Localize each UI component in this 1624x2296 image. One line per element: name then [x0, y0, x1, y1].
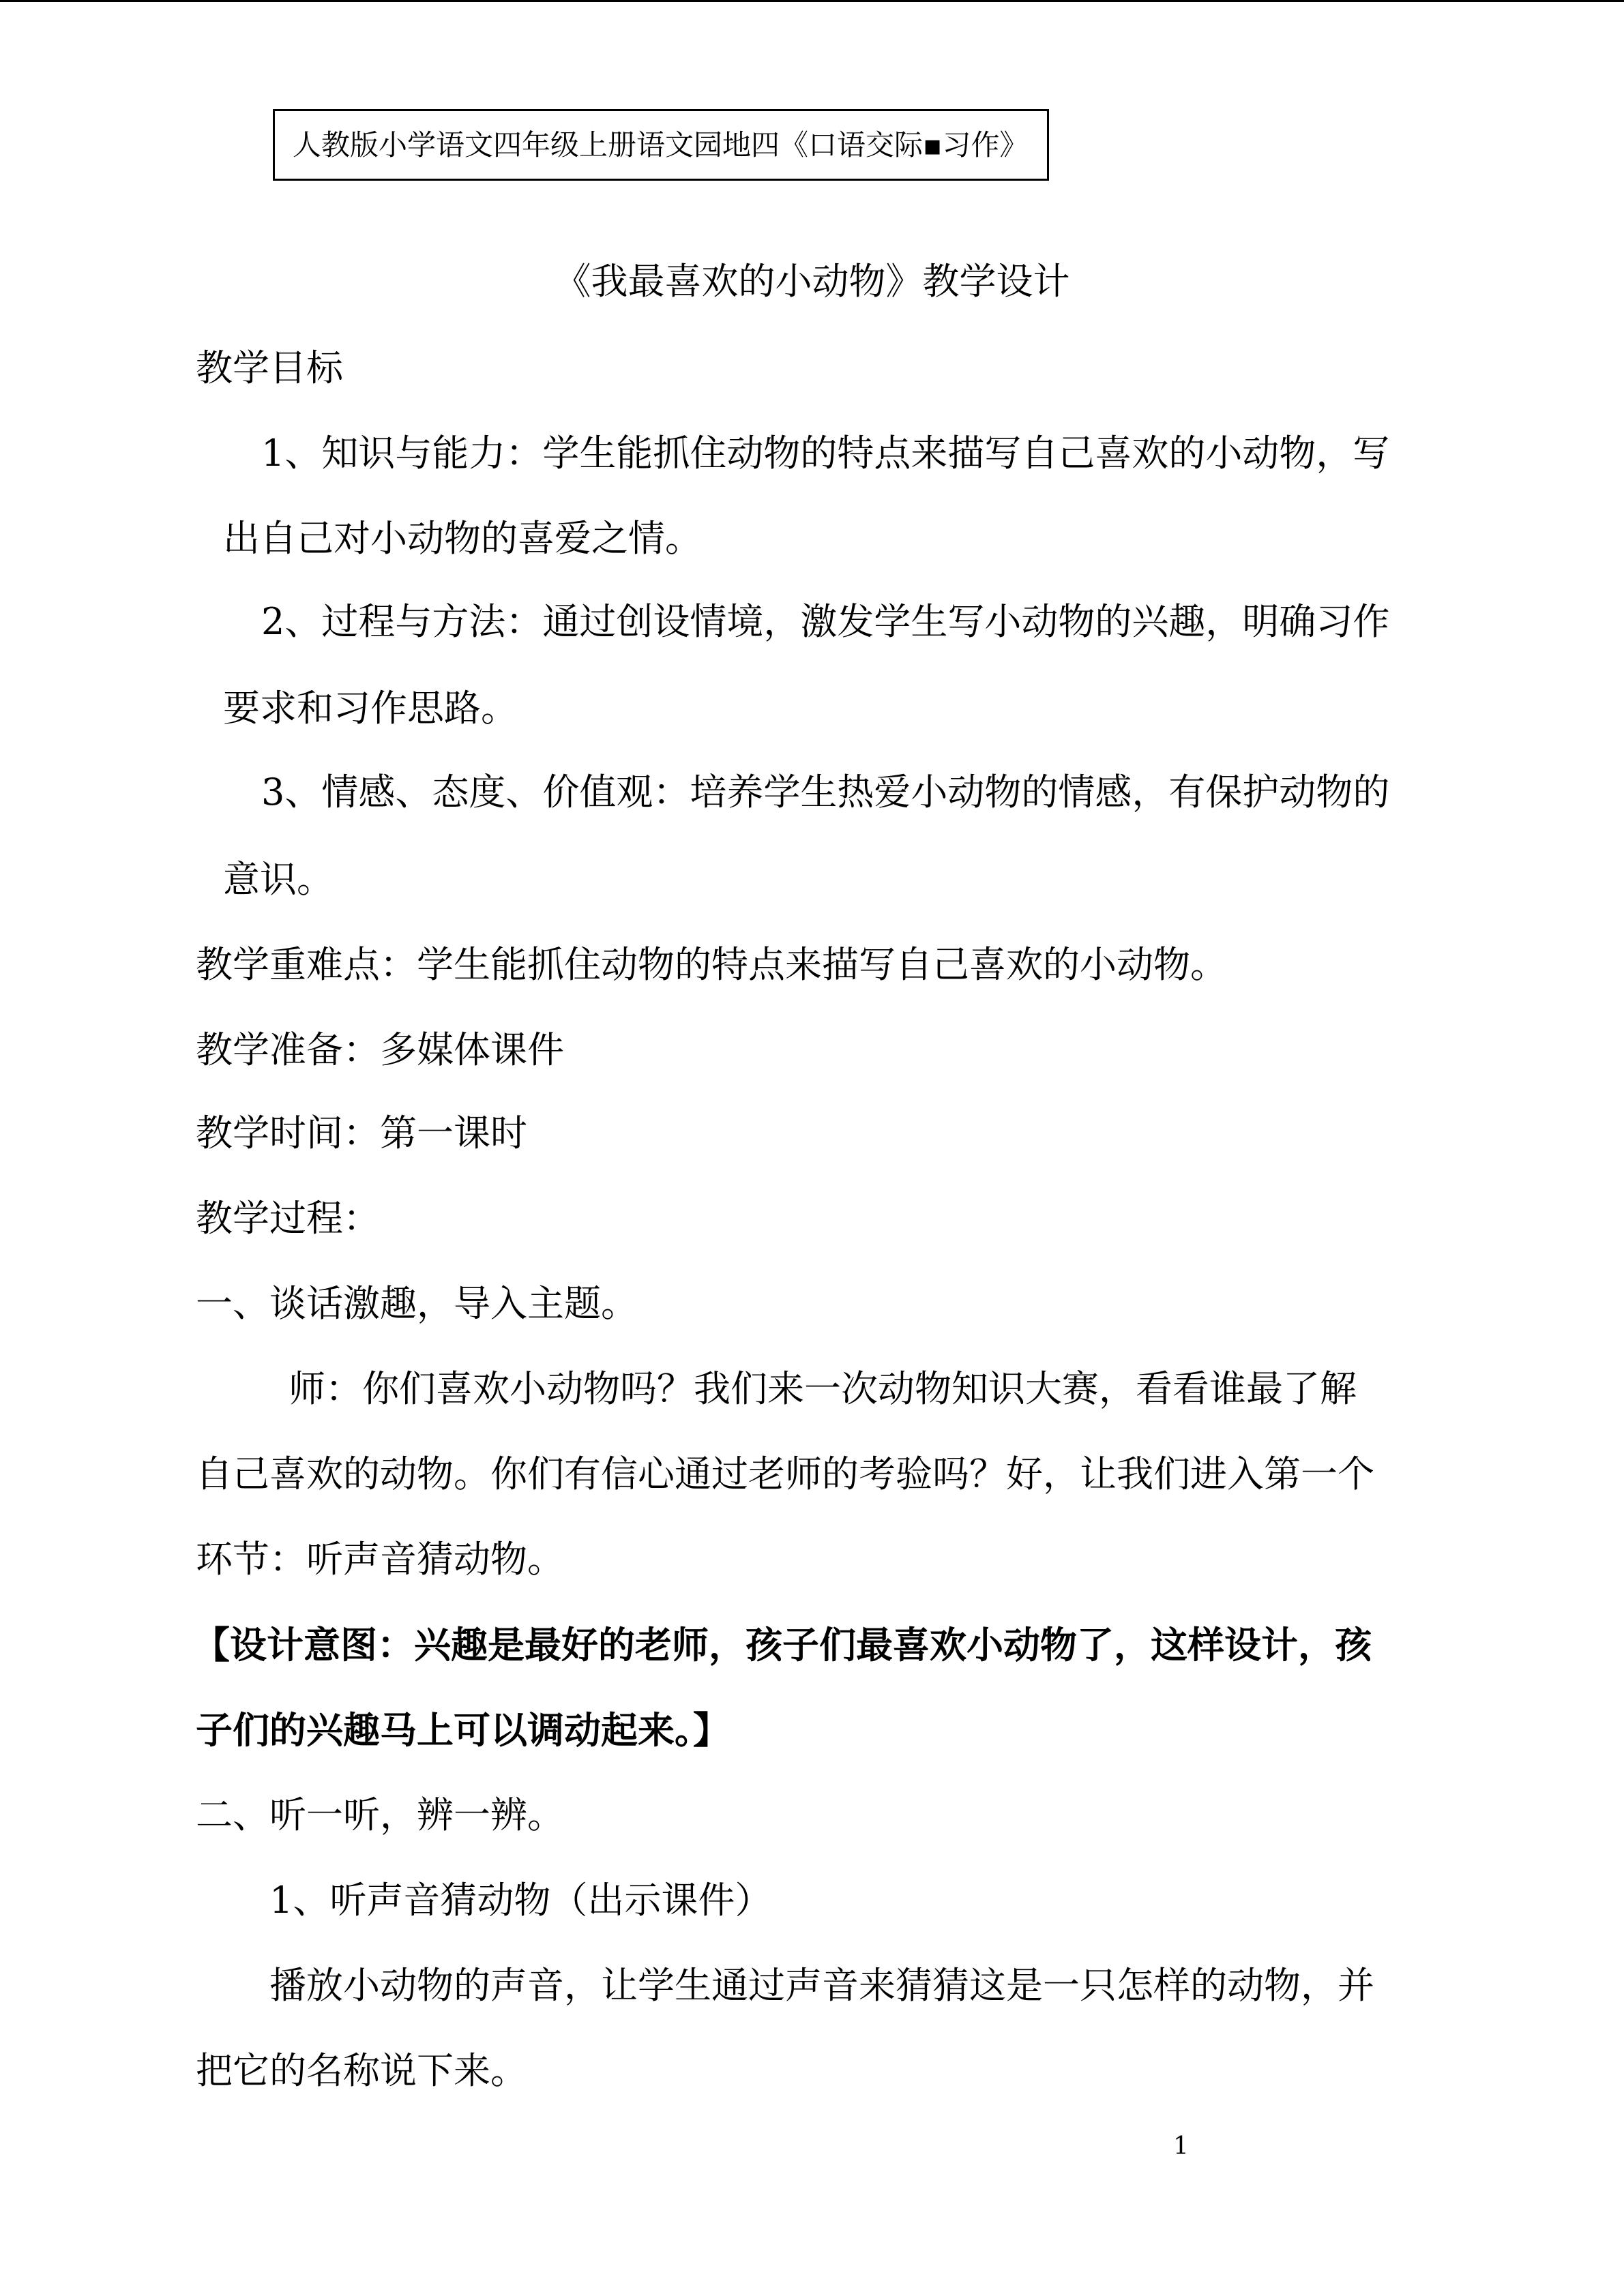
- top-border-rule: [0, 0, 1624, 2]
- objectives-heading: 教学目标: [196, 346, 343, 389]
- step-1-paragraph-line-3: 环节：听声音猜动物。: [196, 1538, 564, 1581]
- objective-1-line-2: 出自己对小动物的喜爱之情。: [223, 517, 702, 560]
- objective-2-line-1: 2、过程与方法：通过创设情境，激发学生写小动物的兴趣，明确习作: [261, 600, 1390, 643]
- design-intent-line-1: 【设计意图：兴趣是最好的老师，孩子们最喜欢小动物了，这样设计，孩: [193, 1623, 1372, 1667]
- process-heading: 教学过程：: [196, 1197, 380, 1240]
- teaching-time: 教学时间：第一课时: [196, 1112, 527, 1154]
- step-1-heading: 一、谈话激趣，导入主题。: [196, 1282, 638, 1325]
- teaching-preparation: 教学准备：多媒体课件: [196, 1028, 564, 1071]
- objective-3-line-1: 3、情感、态度、价值观：培养学生热爱小动物的情感，有保护动物的: [261, 771, 1390, 814]
- page-title: 《我最喜欢的小动物》教学设计: [554, 260, 1070, 303]
- step-1-paragraph-line-1: 师：你们喜欢小动物吗？我们来一次动物知识大赛，看看谁最了解: [289, 1367, 1357, 1410]
- step-2-item-1: 1、听声音猜动物（出示课件）: [269, 1879, 772, 1922]
- design-intent-line-2: 子们的兴趣马上可以调动起来。】: [196, 1708, 730, 1752]
- objective-3-line-2: 意识。: [223, 858, 334, 901]
- key-points: 教学重难点：学生能抓住动物的特点来描写自己喜欢的小动物。: [196, 943, 1227, 986]
- step-2-heading: 二、听一听，辨一辨。: [196, 1793, 564, 1836]
- objective-1-line-1: 1、知识与能力：学生能抓住动物的特点来描写自己喜欢的小动物，写: [261, 432, 1390, 475]
- objective-2-line-2: 要求和习作思路。: [223, 687, 518, 730]
- header-box: 人教版小学语文四年级上册语文园地四《口语交际▪习作》: [273, 109, 1049, 181]
- page-number: 1: [1173, 2132, 1189, 2160]
- step-2-paragraph-line-2: 把它的名称说下来。: [196, 2049, 527, 2092]
- step-1-paragraph-line-2: 自己喜欢的动物。你们有信心通过老师的考验吗？好，让我们进入第一个: [196, 1452, 1374, 1495]
- step-2-paragraph-line-1: 播放小动物的声音，让学生通过声音来猜猜这是一只怎样的动物，并: [269, 1964, 1374, 2007]
